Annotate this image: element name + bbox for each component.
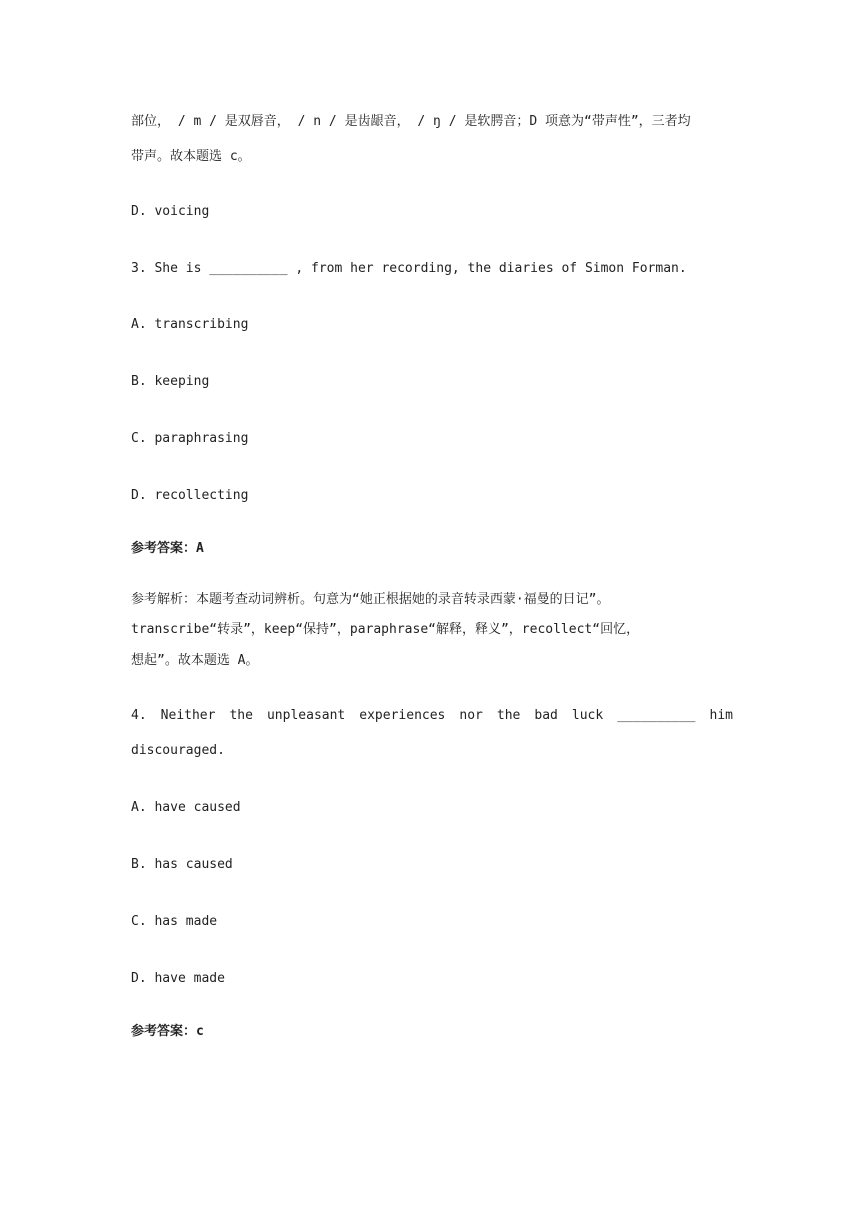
question-3-option-c: C. paraphrasing bbox=[131, 431, 249, 446]
question-3-analysis-line-3: 想起”。故本题选 A。 bbox=[131, 653, 259, 668]
question-4-stem-line-2: discouraged. bbox=[131, 743, 225, 758]
question-3-option-d: D. recollecting bbox=[131, 488, 249, 503]
question-4-option-c: C. has made bbox=[131, 914, 218, 929]
question-4-option-d: D. have made bbox=[131, 971, 225, 986]
question-4-option-b: B. has caused bbox=[131, 857, 233, 872]
question-3-analysis-line-2: transcribe“转录”，keep“保持”，paraphrase“解释，释义”，recollect“回忆， bbox=[131, 622, 640, 637]
stem-word: the bbox=[229, 708, 253, 723]
stem-word: Neither bbox=[160, 708, 216, 723]
stem-word: nor bbox=[459, 708, 483, 723]
question-4-stem-line-1 bbox=[131, 706, 733, 726]
stem-word: 4. bbox=[131, 708, 147, 723]
question-4-answer: 参考答案：c bbox=[131, 1024, 204, 1039]
prev-explanation-line-2: 带声。故本题选 c。 bbox=[131, 149, 251, 164]
question-4-option-a: A. have caused bbox=[131, 800, 241, 815]
question-3-option-b: B. keeping bbox=[131, 374, 210, 389]
question-3-analysis-line-1: 参考解析：本题考查动词辨析。句意为“她正根据她的录音转录西蒙·福曼的日记”。 bbox=[131, 592, 610, 607]
prev-explanation-line-1: 部位， / m / 是双唇音， / n / 是齿龈音， / ŋ / 是软腭音；D 项意为“带声性”，三者均 bbox=[131, 114, 691, 129]
stem-word: bad bbox=[534, 708, 558, 723]
question-3-stem: 3. She is __________ , from her recording, the diaries of Simon Forman. bbox=[131, 261, 687, 276]
stem-word: luck bbox=[571, 708, 604, 723]
question-3-answer: 参考答案：A bbox=[131, 541, 204, 556]
prev-option-d: D. voicing bbox=[131, 204, 210, 219]
stem-word: the bbox=[496, 708, 521, 723]
stem-word: unpleasant bbox=[266, 708, 346, 723]
question-3-option-a: A. transcribing bbox=[131, 317, 249, 332]
stem-word: him bbox=[709, 708, 733, 723]
stem-word: experiences bbox=[359, 708, 446, 723]
answer-blank: __________ bbox=[617, 708, 696, 723]
